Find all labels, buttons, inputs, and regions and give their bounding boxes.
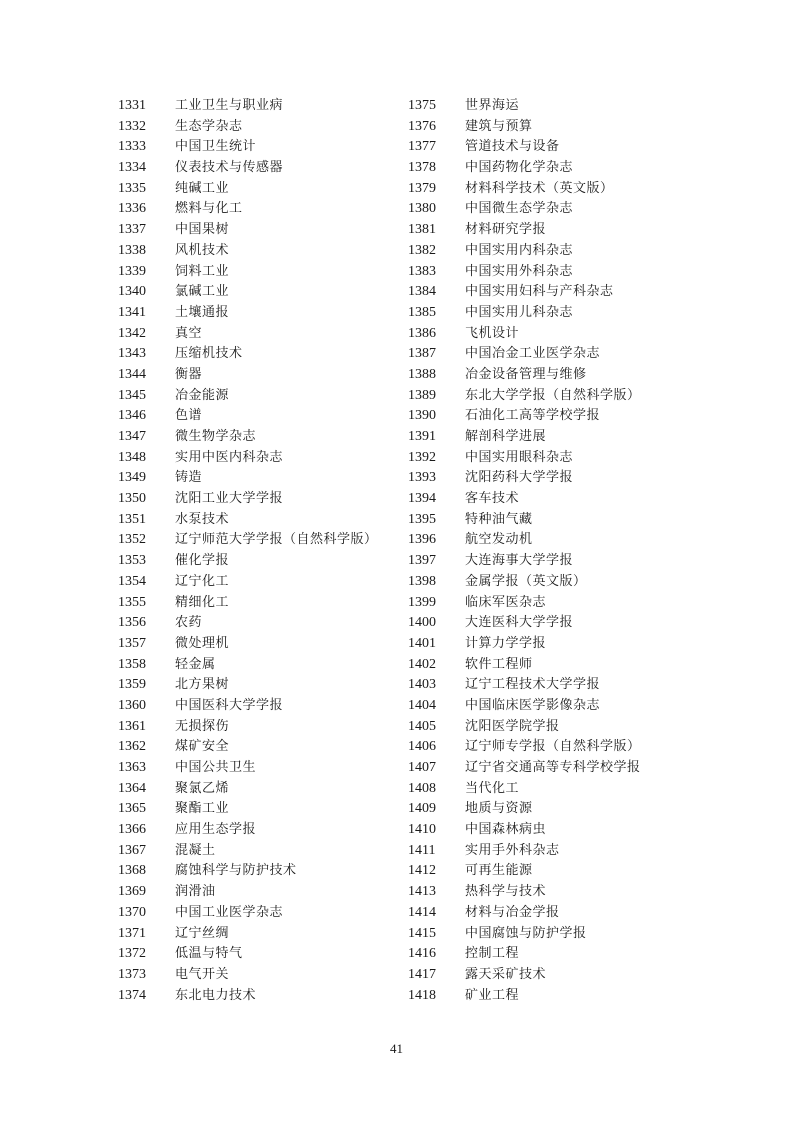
- entry-number: 1408: [408, 780, 436, 796]
- list-item: [408, 220, 708, 241]
- journal-title: 管道技术与设备: [465, 139, 560, 155]
- list-item: [408, 282, 708, 303]
- entry-number: 1395: [408, 511, 436, 527]
- entry-number: 1401: [408, 635, 436, 651]
- journal-title: 生态学杂志: [175, 118, 243, 134]
- journal-title: 材料与冶金学报: [465, 904, 560, 920]
- list-item: [408, 903, 708, 924]
- entry-number: 1415: [408, 925, 436, 941]
- entry-number: 1405: [408, 718, 436, 734]
- journal-title: 煤矿安全: [175, 739, 230, 755]
- entry-number: 1335: [118, 180, 146, 196]
- journal-title: 润滑油: [175, 884, 216, 900]
- entry-number: 1336: [118, 201, 146, 217]
- entry-number: 1367: [118, 842, 146, 858]
- entry-number: 1397: [408, 553, 436, 569]
- journal-title: 沈阳医学院学报: [465, 718, 560, 734]
- left-column: [118, 96, 408, 1006]
- entry-number: 1418: [408, 987, 436, 1003]
- entry-number: 1394: [408, 491, 436, 507]
- journal-title: 辽宁省交通高等专科学校学报: [465, 760, 641, 775]
- journal-title: 矿业工程: [465, 987, 520, 1003]
- list-item: [118, 903, 408, 924]
- journal-title: 中国果树: [175, 222, 230, 238]
- entry-number: 1398: [408, 573, 436, 589]
- entry-number: 1378: [408, 160, 436, 176]
- journal-title: 水泵技术: [175, 511, 230, 527]
- list-item: [118, 696, 408, 717]
- list-item: [408, 924, 708, 945]
- entry-number: 1338: [118, 242, 146, 258]
- journal-title: 辽宁工程技术大学学报: [465, 677, 601, 693]
- entry-number: 1379: [408, 180, 436, 196]
- entry-number: 1352: [118, 532, 146, 548]
- list-item: [118, 427, 408, 448]
- list-item: [118, 220, 408, 241]
- list-item: [118, 324, 408, 345]
- list-item: [118, 675, 408, 696]
- entry-number: 1391: [408, 429, 436, 444]
- list-item: [408, 241, 708, 262]
- journal-title: 腐蚀科学与防护技术: [175, 863, 297, 879]
- list-item: [118, 986, 408, 1007]
- entry-number: 1346: [118, 408, 146, 424]
- list-item: [408, 158, 708, 179]
- entry-number: 1385: [408, 304, 436, 320]
- journal-title: 建筑与预算: [465, 118, 533, 134]
- list-item: [408, 448, 708, 469]
- list-item: [408, 96, 708, 117]
- list-item: [408, 530, 708, 551]
- journal-title: 地质与资源: [465, 801, 533, 817]
- entry-number: 1356: [118, 615, 146, 631]
- journal-title: 当代化工: [465, 780, 520, 796]
- list-item: [408, 344, 708, 365]
- entry-number: 1390: [408, 408, 436, 424]
- journal-title: 催化学报: [175, 553, 230, 569]
- entry-number: 1348: [118, 449, 146, 465]
- entry-number: 1403: [408, 677, 436, 693]
- entry-number: 1344: [118, 366, 146, 382]
- entry-number: 1417: [408, 966, 436, 982]
- list-item: [408, 737, 708, 758]
- entry-number: 1406: [408, 739, 436, 755]
- journal-title: 中国临床医学影像杂志: [465, 697, 601, 713]
- list-item: [118, 241, 408, 262]
- journal-title: 解剖科学进展: [465, 429, 547, 444]
- list-item: [118, 861, 408, 882]
- entry-number: 1389: [408, 387, 436, 403]
- entry-number: 1407: [408, 760, 436, 775]
- journal-title: 饲料工业: [175, 263, 230, 279]
- journal-title: 世界海运: [465, 98, 520, 113]
- entry-number: 1334: [118, 160, 146, 176]
- list-item: [118, 117, 408, 138]
- list-item: [118, 572, 408, 593]
- list-item: [408, 262, 708, 283]
- entry-number: 1357: [118, 635, 146, 651]
- entry-number: 1402: [408, 656, 436, 672]
- journal-title: 无损探伤: [175, 718, 230, 734]
- entry-number: 1331: [118, 98, 146, 113]
- journal-title: 北方果树: [175, 677, 230, 693]
- journal-title: 微处理机: [175, 635, 230, 651]
- entry-number: 1361: [118, 718, 146, 734]
- entry-number: 1411: [408, 842, 436, 858]
- list-item: [408, 696, 708, 717]
- entry-number: 1384: [408, 284, 436, 300]
- journal-title: 航空发动机: [465, 532, 533, 548]
- entry-number: 1399: [408, 594, 436, 610]
- list-item: [408, 365, 708, 386]
- list-item: [118, 924, 408, 945]
- journal-title: 氯碱工业: [175, 284, 230, 300]
- entry-number: 1386: [408, 325, 436, 341]
- entry-number: 1345: [118, 387, 146, 403]
- list-item: [118, 799, 408, 820]
- journal-title: 压缩机技术: [175, 346, 243, 362]
- journal-title: 土壤通报: [175, 304, 230, 320]
- journal-title: 特种油气藏: [465, 511, 533, 527]
- journal-title: 中国药物化学杂志: [465, 160, 574, 176]
- entry-number: 1376: [408, 118, 436, 134]
- journal-title: 中国实用妇科与产科杂志: [465, 284, 614, 300]
- journal-title: 软件工程师: [465, 656, 533, 672]
- list-item: [408, 593, 708, 614]
- list-item: [118, 96, 408, 117]
- list-item: [408, 406, 708, 427]
- entry-number: 1362: [118, 739, 146, 755]
- list-item: [408, 427, 708, 448]
- list-item: [408, 841, 708, 862]
- list-item: [118, 344, 408, 365]
- journal-title: 色谱: [175, 408, 203, 424]
- entry-number: 1343: [118, 346, 146, 362]
- entry-number: 1396: [408, 532, 436, 548]
- journal-title: 计算力学学报: [465, 635, 547, 651]
- journal-title: 精细化工: [175, 594, 230, 610]
- list-item: [118, 613, 408, 634]
- entry-number: 1410: [408, 822, 436, 838]
- entry-number: 1358: [118, 656, 146, 672]
- list-item: [118, 448, 408, 469]
- entry-number: 1416: [408, 946, 436, 962]
- list-item: [118, 882, 408, 903]
- entry-number: 1353: [118, 553, 146, 569]
- entry-number: 1382: [408, 242, 436, 258]
- entry-number: 1371: [118, 925, 146, 941]
- journal-title: 聚酯工业: [175, 801, 230, 817]
- list-item: [408, 799, 708, 820]
- journal-title: 仪表技术与传感器: [175, 160, 284, 176]
- entry-number: 1366: [118, 822, 146, 838]
- journal-title: 材料研究学报: [465, 222, 547, 238]
- list-item: [118, 717, 408, 738]
- list-item: [118, 655, 408, 676]
- journal-title: 辽宁丝绸: [175, 925, 230, 941]
- page-number: 41: [390, 1041, 403, 1056]
- list-item: [118, 489, 408, 510]
- journal-title: 冶金设备管理与维修: [465, 366, 587, 382]
- list-item: [408, 324, 708, 345]
- list-item: [408, 489, 708, 510]
- entry-number: 1342: [118, 325, 146, 341]
- list-item: [118, 199, 408, 220]
- entry-number: 1369: [118, 884, 146, 900]
- entry-number: 1393: [408, 470, 436, 486]
- journal-title: 聚氯乙烯: [175, 780, 230, 796]
- list-item: [408, 758, 708, 779]
- journal-title: 客车技术: [465, 491, 520, 507]
- journal-title: 飞机设计: [465, 325, 520, 341]
- journal-title: 铸造: [175, 470, 203, 486]
- list-item: [118, 365, 408, 386]
- journal-title: 中国实用内科杂志: [465, 242, 574, 258]
- journal-title: 东北大学学报（自然科学版）: [465, 387, 641, 403]
- list-item: [408, 965, 708, 986]
- list-item: [118, 965, 408, 986]
- entry-number: 1364: [118, 780, 146, 796]
- entry-number: 1392: [408, 449, 436, 465]
- entry-number: 1340: [118, 284, 146, 300]
- entry-number: 1363: [118, 760, 146, 775]
- journal-title: 大连海事大学学报: [465, 553, 574, 569]
- journal-title: 中国实用儿科杂志: [465, 304, 574, 320]
- journal-title: 热科学与技术: [465, 884, 547, 900]
- journal-title: 沈阳药科大学学报: [465, 470, 574, 486]
- list-item: [408, 117, 708, 138]
- list-item: [118, 386, 408, 407]
- entry-number: 1351: [118, 511, 146, 527]
- list-item: [118, 551, 408, 572]
- journal-title: 材料科学技术（英文版）: [465, 180, 614, 196]
- list-item: [118, 593, 408, 614]
- list-item: [118, 758, 408, 779]
- entry-number: 1365: [118, 801, 146, 817]
- list-item: [118, 406, 408, 427]
- journal-title: 中国工业医学杂志: [175, 904, 284, 920]
- list-item: [408, 882, 708, 903]
- list-item: [408, 717, 708, 738]
- list-item: [118, 137, 408, 158]
- entry-number: 1372: [118, 946, 146, 962]
- entry-number: 1354: [118, 573, 146, 589]
- journal-title: 燃料与化工: [175, 201, 243, 217]
- list-item: [408, 986, 708, 1007]
- journal-title: 微生物学杂志: [175, 429, 257, 444]
- list-item: [118, 468, 408, 489]
- journal-title: 真空: [175, 325, 203, 341]
- journal-title: 混凝土: [175, 842, 216, 858]
- list-item: [408, 510, 708, 531]
- journal-title: 控制工程: [465, 946, 520, 962]
- entry-number: 1380: [408, 201, 436, 217]
- entry-number: 1350: [118, 491, 146, 507]
- journal-title: 金属学报（英文版）: [465, 573, 587, 589]
- journal-title: 辽宁师范大学学报（自然科学版）: [175, 532, 378, 548]
- entry-number: 1360: [118, 697, 146, 713]
- list-item: [118, 510, 408, 531]
- entry-number: 1412: [408, 863, 436, 879]
- list-item: [408, 944, 708, 965]
- list-item: [118, 944, 408, 965]
- list-item: [118, 179, 408, 200]
- list-item: [408, 675, 708, 696]
- journal-title: 实用手外科杂志: [465, 842, 560, 858]
- list-item: [408, 634, 708, 655]
- entry-number: 1388: [408, 366, 436, 382]
- journal-title: 电气开关: [175, 966, 230, 982]
- journal-title: 中国微生态学杂志: [465, 201, 574, 217]
- list-item: [118, 530, 408, 551]
- entry-number: 1333: [118, 139, 146, 155]
- entry-number: 1349: [118, 470, 146, 486]
- list-item: [118, 282, 408, 303]
- entry-number: 1337: [118, 222, 146, 238]
- journal-title: 沈阳工业大学学报: [175, 491, 284, 507]
- list-item: [118, 303, 408, 324]
- list-item: [408, 861, 708, 882]
- list-item: [408, 386, 708, 407]
- list-item: [118, 634, 408, 655]
- journal-title: 衡器: [175, 366, 203, 382]
- journal-title: 低温与特气: [175, 946, 243, 962]
- journal-title: 中国森林病虫: [465, 822, 547, 838]
- entry-number: 1375: [408, 98, 436, 113]
- journal-title: 辽宁师专学报（自然科学版）: [465, 739, 641, 755]
- entry-number: 1377: [408, 139, 436, 155]
- right-column: [408, 96, 708, 1006]
- journal-title: 东北电力技术: [175, 987, 257, 1003]
- entry-number: 1370: [118, 904, 146, 920]
- entry-number: 1400: [408, 615, 436, 631]
- journal-title: 大连医科大学学报: [465, 615, 574, 631]
- list-item: [408, 655, 708, 676]
- entry-number: 1413: [408, 884, 436, 900]
- entry-number: 1332: [118, 118, 146, 134]
- journal-title: 中国医科大学学报: [175, 697, 284, 713]
- list-item: [408, 468, 708, 489]
- journal-title: 中国腐蚀与防护学报: [465, 925, 587, 941]
- list-item: [408, 179, 708, 200]
- list-item: [408, 303, 708, 324]
- entry-number: 1409: [408, 801, 436, 817]
- journal-title: 工业卫生与职业病: [175, 98, 284, 113]
- list-item: [408, 613, 708, 634]
- list-item: [408, 572, 708, 593]
- list-item: [118, 262, 408, 283]
- journal-title: 中国实用外科杂志: [465, 263, 574, 279]
- entry-number: 1347: [118, 429, 146, 444]
- journal-title: 中国实用眼科杂志: [465, 449, 574, 465]
- entry-number: 1359: [118, 677, 146, 693]
- entry-number: 1381: [408, 222, 436, 238]
- list-item: [118, 158, 408, 179]
- journal-title: 辽宁化工: [175, 573, 230, 589]
- entry-number: 1404: [408, 697, 436, 713]
- list-item: [118, 779, 408, 800]
- entry-number: 1341: [118, 304, 146, 320]
- journal-title: 石油化工高等学校学报: [465, 408, 601, 424]
- journal-title: 临床军医杂志: [465, 594, 547, 610]
- entry-number: 1383: [408, 263, 436, 279]
- entry-number: 1373: [118, 966, 146, 982]
- entry-number: 1387: [408, 346, 436, 362]
- list-item: [118, 820, 408, 841]
- journal-title: 风机技术: [175, 242, 230, 258]
- journal-title: 应用生态学报: [175, 822, 257, 838]
- list-item: [118, 737, 408, 758]
- journal-title: 纯碱工业: [175, 180, 230, 196]
- list-item: [408, 199, 708, 220]
- entry-number: 1368: [118, 863, 146, 879]
- journal-title: 可再生能源: [465, 863, 533, 879]
- journal-title: 中国卫生统计: [175, 139, 257, 155]
- list-item: [408, 779, 708, 800]
- entry-number: 1414: [408, 904, 436, 920]
- list-item: [408, 137, 708, 158]
- entry-number: 1374: [118, 987, 146, 1003]
- entry-number: 1339: [118, 263, 146, 279]
- entry-number: 1355: [118, 594, 146, 610]
- journal-title: 冶金能源: [175, 387, 230, 403]
- journal-title: 露天采矿技术: [465, 966, 547, 982]
- journal-title: 农药: [175, 615, 203, 631]
- journal-title: 轻金属: [175, 656, 216, 672]
- list-item: [118, 841, 408, 862]
- journal-title: 中国公共卫生: [175, 760, 257, 775]
- journal-title: 中国冶金工业医学杂志: [465, 346, 601, 362]
- list-item: [408, 551, 708, 572]
- list-item: [408, 820, 708, 841]
- journal-title: 实用中医内科杂志: [175, 449, 284, 465]
